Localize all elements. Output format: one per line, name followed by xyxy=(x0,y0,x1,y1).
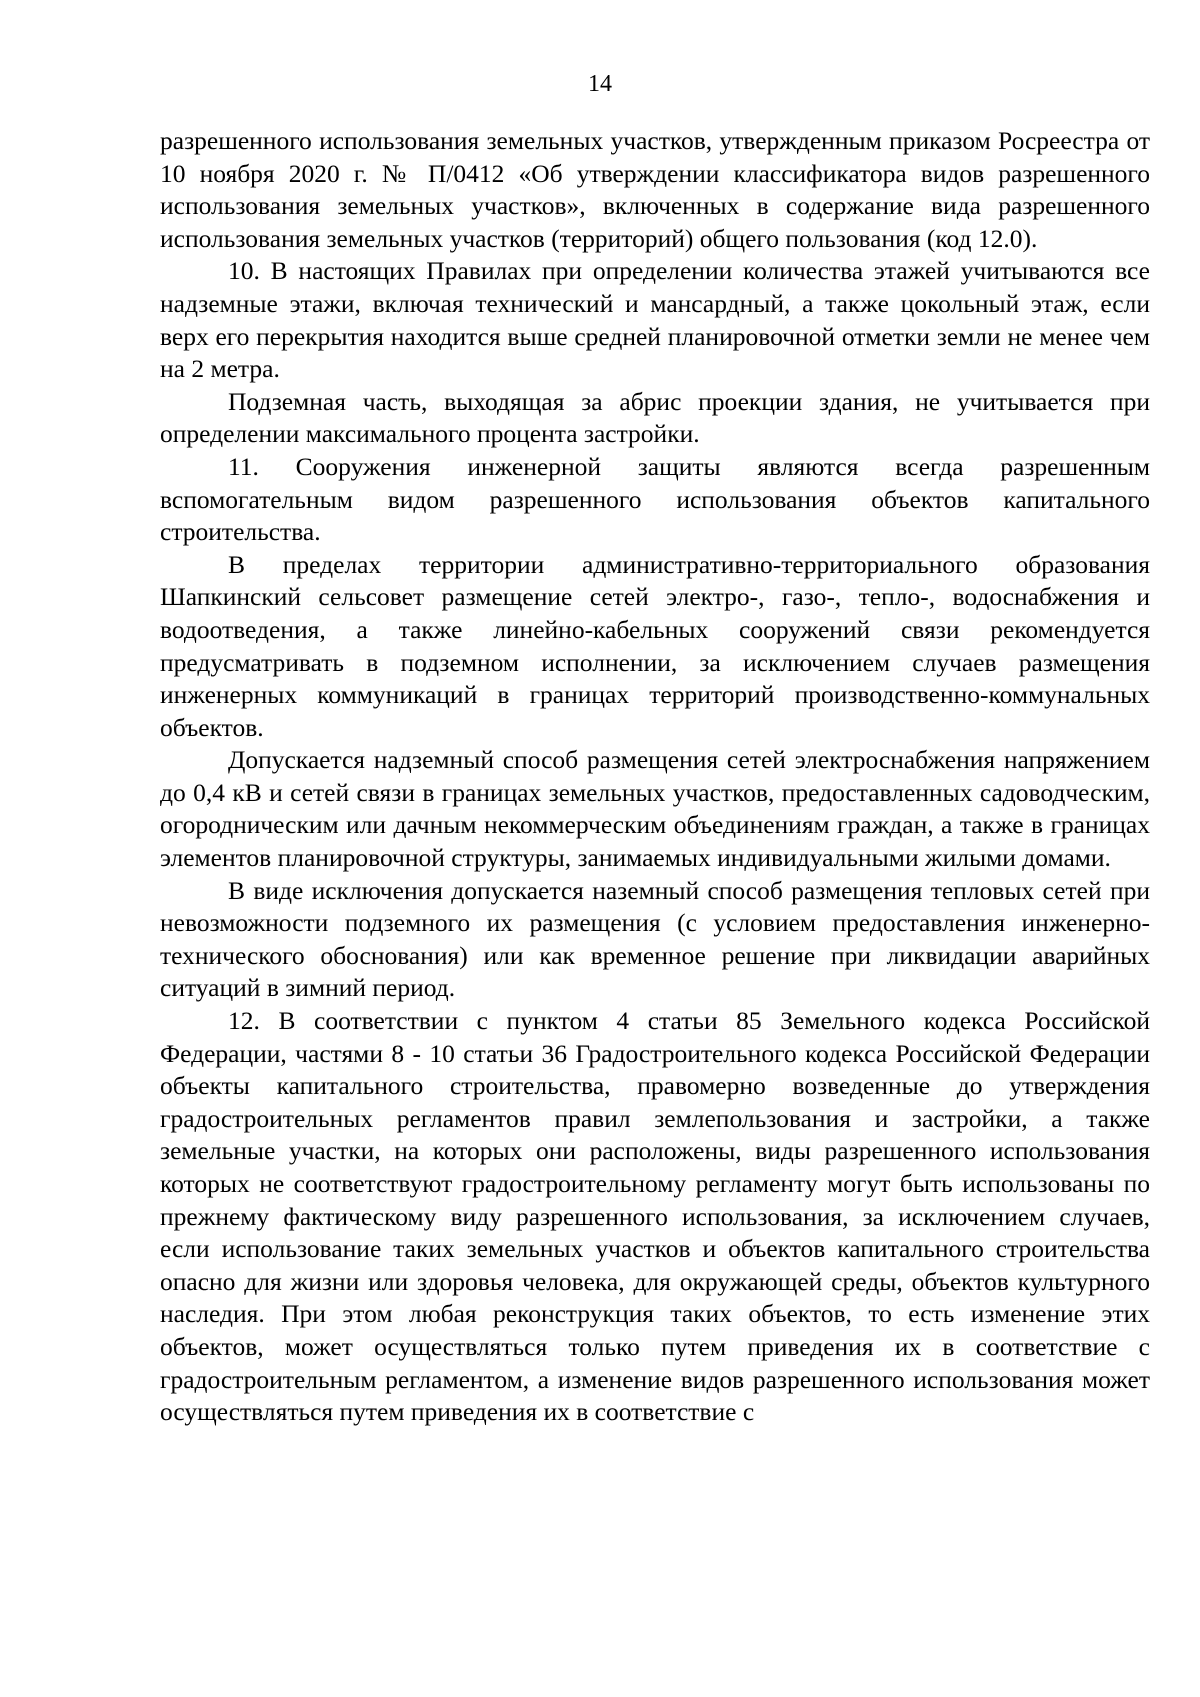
paragraph-item-12: 12. В соответствии с пунктом 4 статьи 85 Земельного кодекса Российской Федерации, частями 8 - 10 статьи 36 Градостроительного кодекса Российской Федерации объекты капитального строительства, правомерно возведенные до утверждения градостроительных регламентов правил землепользования и застройки, а также земельные участки, на которых они расположены, виды разрешенного использования которых не соответствуют градостроительному регламенту могут быть использованы по прежнему фактическому виду разрешенного использования, за исключением случаев, если использование таких земельных участков и объектов капитального строительства опасно для жизни или здоровья человека, для окружающей среды, объектов культурного наследия. При этом любая реконструкция таких объектов, то есть изменение этих объектов, может осуществляться только путем приведения их в соответствие с градостроительным регламентом, а изменение видов разрешенного использования может осуществляться путем приведения их в соответствие с xyxy=(160,1006,1150,1427)
paragraph-underground-part: Подземная часть, выходящая за абрис проекции здания, не учитывается при определении максимального процента застройки. xyxy=(160,386,1150,449)
paragraph-heating-networks: В виде исключения допускается наземный способ размещения тепловых сетей при невозможности подземного их размещения (с условием предоставления инженерно-технического обоснования) или как временное решение при ликвидации аварийных ситуаций в зимний период. xyxy=(160,875,1150,1003)
paragraph-item-11: 11. Сооружения инженерной защиты являются всегда разрешенным вспомогательным видом разрешенного использования объектов капитального строительства. xyxy=(160,451,1150,547)
paragraph-continuation: разрешенного использования земельных участков, утвержденным приказом Росреестра от 10 ноября 2020 г. № П/0412 «Об утверждении классификатора видов разрешенного использования земельных участков», включенных в содержание вида разрешенного использования земельных участков (территорий) общего пользования (код 12.0). xyxy=(160,126,1150,253)
page-number: 14 xyxy=(588,71,612,97)
paragraph-underground-networks: В пределах территории административно-территориального образования Шапкинский сельсовет размещение сетей электро-, газо-, тепло-, водоснабжения и водоотведения, а также линейно-кабельных сооружений связи рекомендуется предусматривать в подземном исполнении, за исключением случаев размещения инженерных коммуникаций в границах территорий производственно-коммунальных объектов. xyxy=(160,549,1150,742)
paragraph-item-10: 10. В настоящих Правилах при определении количества этажей учитываются все надземные этажи, включая технический и мансардный, а также цокольный этаж, если верх его перекрытия находится выше средней планировочной отметки земли не менее чем на 2 метра. xyxy=(160,256,1150,384)
document-body xyxy=(160,125,1150,1429)
paragraph-overhead-networks: Допускается надземный способ размещения сетей электроснабжения напряжением до 0,4 кВ и сетей связи в границах земельных участков, предоставленных садоводческим, огородническим или дачным некоммерческим объединениям граждан, а также в границах элементов планировочной структуры, занимаемых индивидуальными жилыми домами. xyxy=(160,745,1150,873)
